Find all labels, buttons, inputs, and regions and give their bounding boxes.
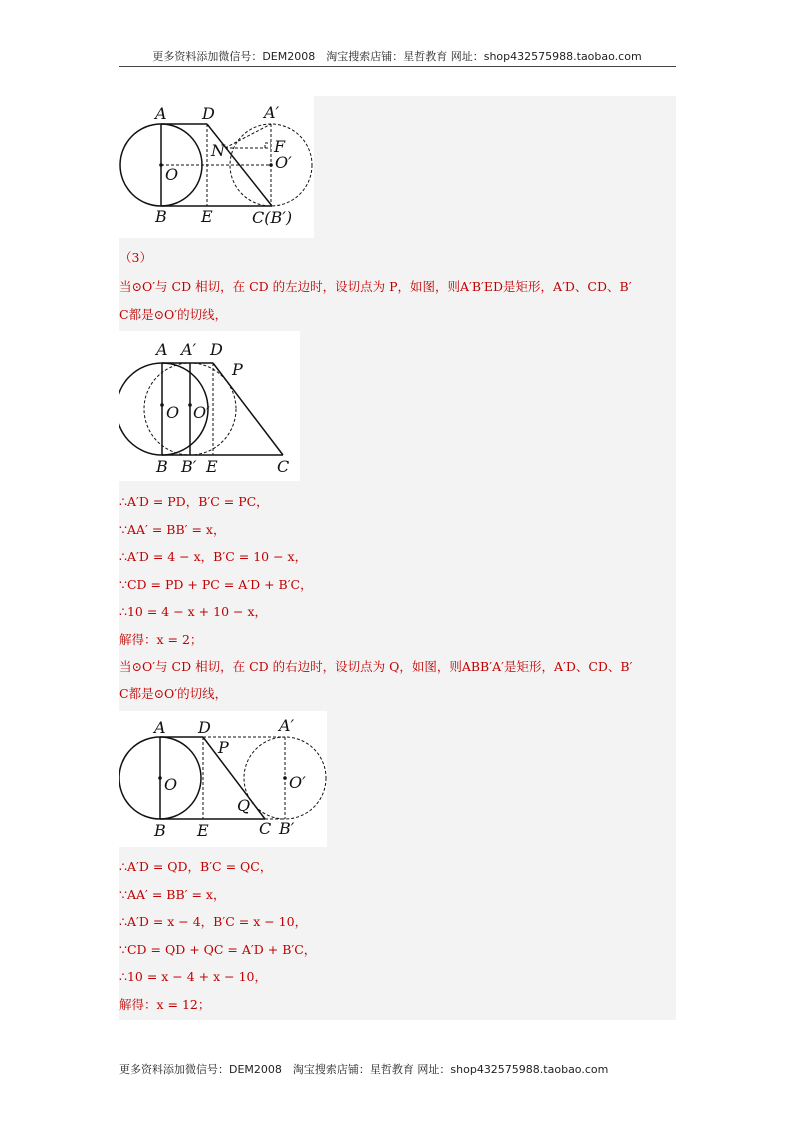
text-line-3: C都是⊙O′的切线， xyxy=(119,307,228,322)
text-line-10: 当⊙O′与 CD 相切，在 CD 的右边时，设切点为 Q，如图，则ABB′A′是矩形，A′D、CD、B′ xyxy=(119,659,633,674)
label-e: E xyxy=(201,207,213,226)
figure-3 xyxy=(119,711,327,847)
label-o-prime: O′ xyxy=(289,773,306,792)
label-d: D xyxy=(210,340,223,359)
label-a: A xyxy=(154,718,166,737)
label-e: E xyxy=(197,821,209,840)
text-line-2: 当⊙O′与 CD 相切，在 CD 的左边时，设切点为 P，如图，则A′B′ED是矩形，A′D、CD、B′ xyxy=(119,279,632,294)
text-line-17: 解得：x = 12； xyxy=(119,997,211,1012)
label-c-b-prime: C(B′) xyxy=(252,208,293,227)
text-line-7: ∵CD = PD + PC = A′D + B′C， xyxy=(119,577,313,592)
label-o: O xyxy=(164,775,178,794)
label-a-prime: A′ xyxy=(181,340,197,359)
text-line-15: ∵CD = QD + QC = A′D + B′C， xyxy=(119,942,317,957)
text-line-8: ∴10 = 4 − x + 10 − x， xyxy=(119,604,267,619)
label-a-prime: A′ xyxy=(279,716,295,735)
label-b: B xyxy=(156,457,168,476)
label-o-prime: O′ xyxy=(275,153,292,172)
text-line-6: ∴A′D = 4 − x，B′C = 10 − x， xyxy=(119,549,308,564)
label-a: A xyxy=(156,340,168,359)
label-b: B xyxy=(154,821,166,840)
label-a-prime: A′ xyxy=(264,103,280,122)
label-o: O xyxy=(166,403,180,422)
label-p: P xyxy=(218,738,229,757)
text-line-16: ∴10 = x − 4 + x − 10， xyxy=(119,969,267,984)
text-line-11: C都是⊙O′的切线， xyxy=(119,686,228,701)
label-n: N xyxy=(211,141,225,160)
text-line-9: 解得：x = 2； xyxy=(119,632,203,647)
label-a: A xyxy=(155,104,167,123)
page-footer: 更多资料添加微信号：DEM2008 淘宝搜索店铺：星哲教育 网址：shop432575988.taobao.com xyxy=(119,1063,609,1076)
label-e: E xyxy=(206,457,218,476)
text-line-4: ∴A′D = PD，B′C = PC， xyxy=(119,494,269,509)
label-c: C xyxy=(277,457,290,476)
label-b-prime: B′ xyxy=(279,819,295,838)
label-b: B xyxy=(155,207,167,226)
text-line-13: ∵AA′ = BB′ = x， xyxy=(119,887,226,902)
label-f: F xyxy=(274,137,286,156)
label-q: Q xyxy=(237,796,251,815)
label-b-prime: B′ xyxy=(181,457,197,476)
header-divider xyxy=(119,66,676,67)
label-d: D xyxy=(202,104,215,123)
text-line-1: （3） xyxy=(119,250,152,265)
text-line-5: ∵AA′ = BB′ = x， xyxy=(119,522,226,537)
label-p: P xyxy=(232,360,243,379)
figure-2 xyxy=(119,331,300,481)
text-line-14: ∴A′D = x − 4，B′C = x − 10， xyxy=(119,914,308,929)
label-o-prime: O′ xyxy=(193,403,210,422)
label-c: C xyxy=(259,819,272,838)
text-line-12: ∴A′D = QD，B′C = QC， xyxy=(119,859,273,874)
label-o: O xyxy=(165,165,179,184)
page-header: 更多资料添加微信号：DEM2008 淘宝搜索店铺：星哲教育 网址：shop432575988.taobao.com xyxy=(152,50,642,63)
label-d: D xyxy=(198,718,211,737)
figure-1 xyxy=(119,96,314,238)
